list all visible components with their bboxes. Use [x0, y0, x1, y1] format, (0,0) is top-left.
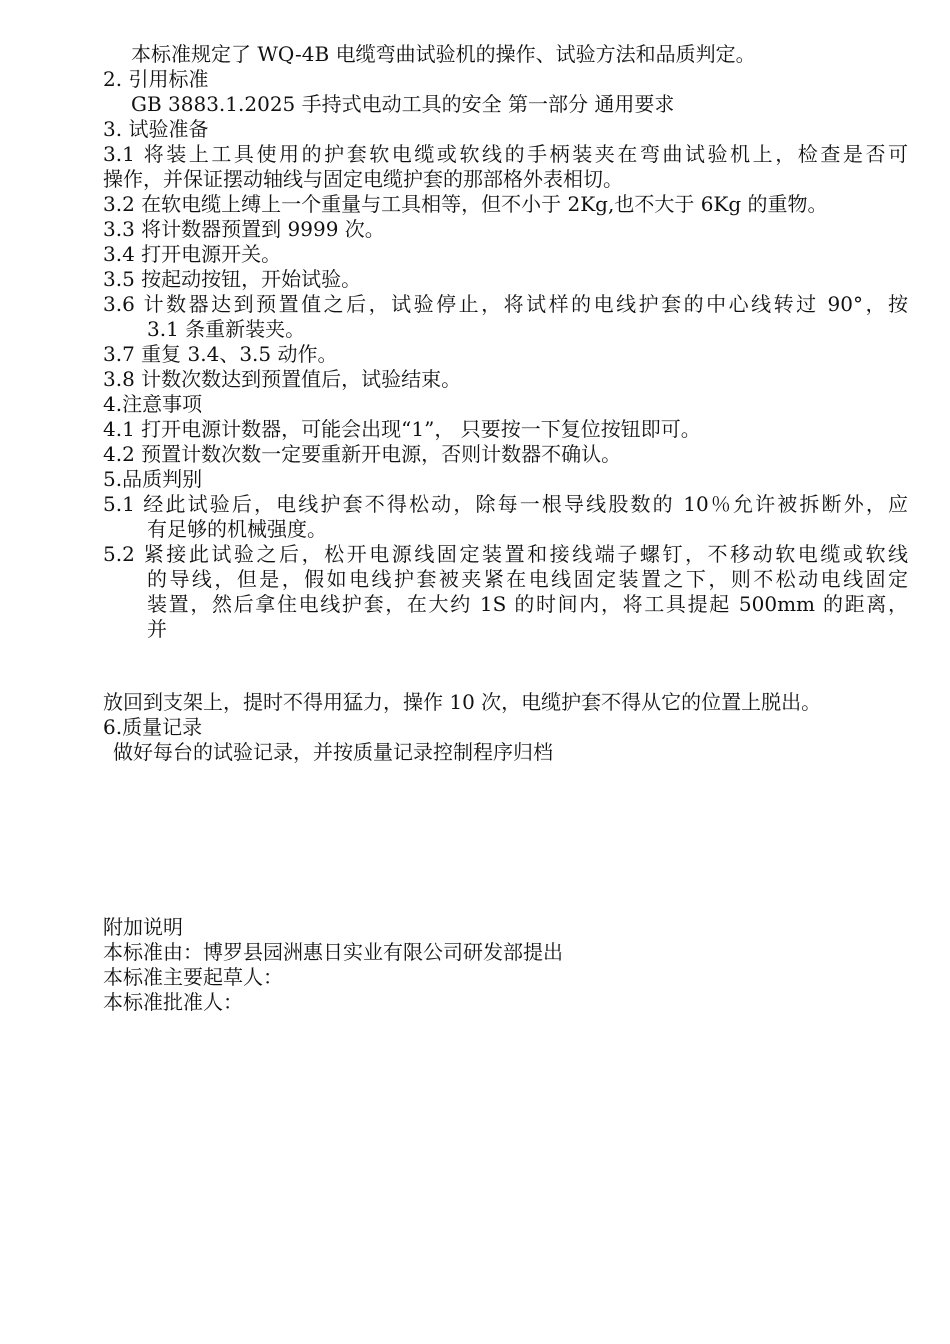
item-4-1: 4.1 打开电源计数器，可能会出现“1”， 只要按一下复位按钮即可。 — [103, 417, 701, 441]
item-3-4: 3.4 打开电源开关。 — [103, 242, 282, 266]
item-5-2-line-4: 并 — [147, 617, 167, 641]
appendix-proposed-by: 本标准由：博罗县园洲惠日实业有限公司研发部提出 — [103, 940, 563, 964]
appendix-drafted-by: 本标准主要起草人： — [103, 965, 283, 989]
section-6-heading: 6.质量记录 — [103, 715, 203, 739]
section-4-heading: 4.注意事项 — [103, 392, 203, 416]
item-3-1-line-2: 操作，并保证摆动轴线与固定电缆护套的那部格外表相切。 — [103, 167, 623, 191]
item-5-2-line-2: 的导线，但是，假如电线护套被夹紧在电线固定装置之下，则不松动电线固定 — [147, 567, 908, 591]
item-3-2: 3.2 在软电缆上缚上一个重量与工具相等，但不小于 2Kg,也不大于 6Kg 的重物。 — [103, 192, 828, 216]
reference-standard: GB 3883.1.2025 手持式电动工具的安全 第一部分 通用要求 — [131, 92, 675, 116]
item-4-2: 4.2 预置计数次数一定要重新开电源，否则计数器不确认。 — [103, 442, 622, 466]
appendix-heading: 附加说明 — [103, 915, 183, 939]
item-3-1-line-1: 3.1 将装上工具使用的护套软电缆或软线的手柄装夹在弯曲试验机上，检查是否可 — [103, 142, 908, 166]
appendix-approved-by: 本标准批准人： — [103, 990, 243, 1014]
section-2-heading: 2. 引用标准 — [103, 67, 209, 91]
item-3-6-line-2: 3.1 条重新装夹。 — [147, 317, 306, 341]
item-5-2-line-1: 5.2 紧接此试验之后，松开电源线固定装置和接线端子螺钉，不移动软电缆或软线 — [103, 542, 908, 566]
item-3-3: 3.3 将计数器预置到 9999 次。 — [103, 217, 385, 241]
section-6-body: 做好每台的试验记录，并按质量记录控制程序归档 — [113, 740, 553, 764]
item-5-2-continuation: 放回到支架上，提时不得用猛力，操作 10 次，电缆护套不得从它的位置上脱出。 — [103, 690, 822, 714]
item-3-6-line-1: 3.6 计数器达到预置值之后，试验停止，将试样的电线护套的中心线转过 90°，按 — [103, 292, 908, 316]
intro-text: 本标准规定了 WQ-4B 电缆弯曲试验机的操作、试验方法和品质判定。 — [131, 42, 756, 66]
section-5-heading: 5.品质判别 — [103, 467, 203, 491]
item-5-1-line-2: 有足够的机械强度。 — [147, 517, 327, 541]
item-5-2-line-3: 装置，然后拿住电线护套，在大约 1S 的时间内，将工具提起 500mm 的距离， — [147, 592, 908, 616]
item-3-5: 3.5 按起动按钮，开始试验。 — [103, 267, 362, 291]
item-3-7: 3.7 重复 3.4、3.5 动作。 — [103, 342, 338, 366]
item-5-1-line-1: 5.1 经此试验后，电线护套不得松动，除每一根导线股数的 10％允许被拆断外，应 — [103, 492, 908, 516]
section-3-heading: 3. 试验准备 — [103, 117, 209, 141]
item-3-8: 3.8 计数次数达到预置值后，试验结束。 — [103, 367, 462, 391]
